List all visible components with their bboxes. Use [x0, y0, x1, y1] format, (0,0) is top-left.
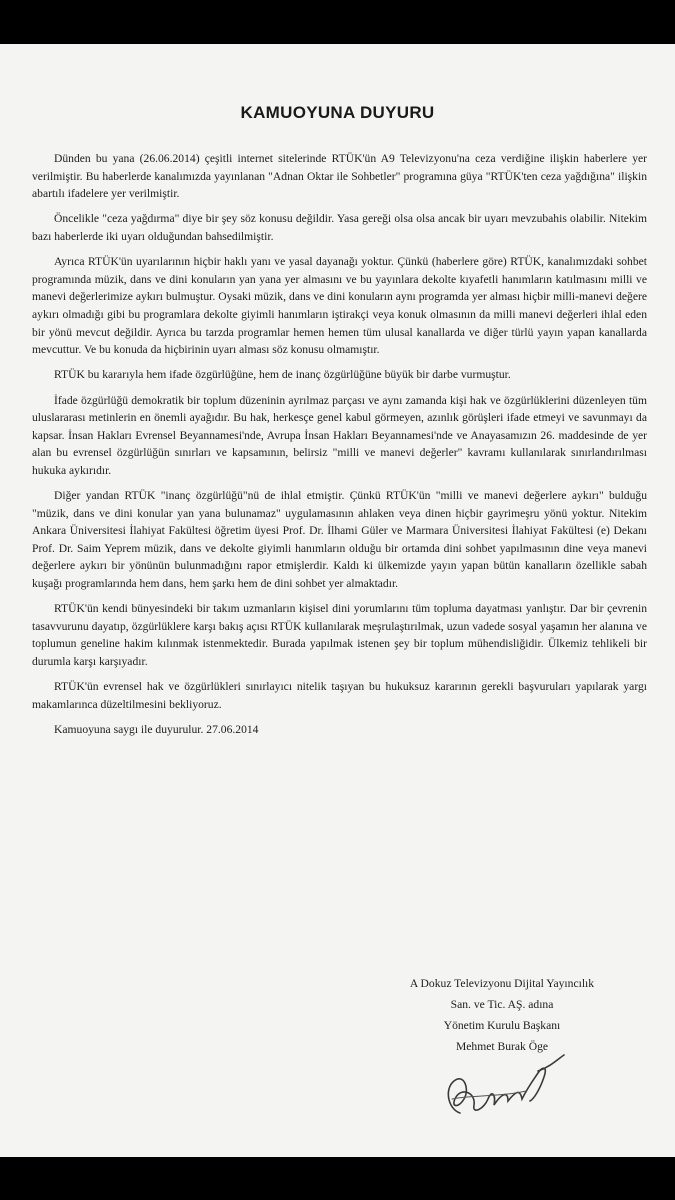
- paragraph-text: Kamuoyuna saygı ile duyurulur. 27.06.2014: [54, 722, 259, 736]
- paragraph-text: RTÜK bu kararıyla hem ifade özgürlüğüne, hem de inanç özgürlüğüne büyük bir darbe vurmuştur.: [54, 368, 511, 382]
- paragraph: [32, 600, 647, 670]
- handwritten-signature: [430, 1049, 580, 1127]
- paragraph-text: Diğer yandan RTÜK "inanç özgürlüğü"nü de ihlal etmiştir. Çünkü RTÜK'ün "milli ve manevi değerlere aykırı" bulduğu "müzik, dans ve dini konular yan yana bulunamaz" uygulamasının ahlaken veya dinen hiçbir gayrimeşru yönü yoktur. Nitekim Ankara Üniversitesi İlahiyat Fakültesi öğretim üyesi Prof. Dr. İlhami Güler ve Marmara Üniversitesi İlahiyat Fakültesi (e) Dekanı Prof. Dr. Saim Yeprem müzik, dans ve dekolte giyimli hanımların olduğu bir ortamda dini sohbet yapılmasının dine veya manevi değerlere aykırı bir yönünün bulunmadığını rapor etmişlerdir. Kaldı ki ülkemizde yayın yapan bütün kanalların özellikle sabah kuşağı programlarında hem dans, hem şarkı hem de dini sohbet yer almaktadır.: [32, 489, 647, 591]
- signer-name: Mehmet Burak Öge: [455, 1040, 549, 1053]
- paragraph: [32, 678, 647, 713]
- company-name: A Dokuz Televizyonu Dijital Yayıncılık: [409, 977, 595, 990]
- paragraph: [32, 210, 647, 245]
- paragraph-text: İfade özgürlüğü demokratik bir toplum düzeninin ayrılmaz parçası ve aynı zamanda kişi hak ve özgürlüklerini düzenleyen tüm uluslararası metinlerin en önemli ayağıdır. Bu hak, herkesçe genel kabul görmeyen, azınlık görüşleri ifade etmeyi ve savunmayı da kapsar. İnsan Hakları Evrensel Beyannamesi'nde, Avrupa İnsan Hakları Beyannamesi'nde ve Anayasamızın 26. maddesinde de yer alan bu evrensel özgürlüğün sınırları ve kapsamının, belirsiz "milli ve manevi değerler" kavramı kullanılarak sınırlandırılması hukuka aykırıdır.: [32, 393, 647, 477]
- signature-block: [397, 973, 607, 1057]
- paragraph: [32, 392, 647, 480]
- paragraph: [32, 366, 647, 384]
- paragraph-text: RTÜK'ün kendi bünyesindeki bir takım uzmanların kişisel dini yorumlarını tüm topluma dayatması yanlıştır. Dar bir çevrenin tasavvurunu dayatıp, özgürlüklere karşı bakış açısı RTÜK kullanılarak meşrulaştırılmak, uzun vadede sosyal yaşamın her alanına ve toplumun geneline hakim kılınmak istenmektedir. Burada yapılmak istenen şey bir toplum mühendisliğidir. Ülkemiz tehlikeli bir durumla karşı karşıyadır.: [32, 602, 647, 668]
- document-body: [32, 150, 647, 746]
- bottom-bar: [0, 1157, 675, 1200]
- paragraph: [32, 150, 647, 203]
- paragraph: [32, 253, 647, 359]
- paragraph-text: Öncelikle "ceza yağdırma" diye bir şey söz konusu değildir. Yasa gereği olsa olsa ancak bir uyarı mevzubahis olabilir. Nitekim bazı haberlerde iki uyarı olduğundan bahsedilmiştir.: [32, 212, 647, 243]
- top-bar: [0, 0, 675, 44]
- paragraph-text: Ayrıca RTÜK'ün uyarılarının hiçbir haklı yanı ve yasal dayanağı yoktur. Çünkü (haberlere göre) RTÜK, kanalımızdaki sohbet programında müzik, dans ve dini konuların yan yana yer almasını ve bu yayınlara dekolte kıyafetli hanımların katılmasını milli ve manevi değerlerimize aykırı bulmuştur. Oysaki müzik, dans ve dini konuların aynı programda yer alması hiçbir milli-manevi değere aykırı olmadığı gibi bu programlara dekolte giyimli hanımların iştirakçi veya konuk olmasının da milli manevi değerleri ihlal eden bir yönü mevcut değildir. Ayrıca bu tarzda programlar hemen hemen tüm ulusal kanallarda ve diğer türlü yayın yapan kanallarda mevcuttur. Ve bu konuda da hiçbirinin uyarı alması söz konusu olmamıştır.: [32, 255, 647, 357]
- paragraph-text: Dünden bu yana (26.06.2014) çeşitli internet sitelerinde RTÜK'ün A9 Televizyonu'na ceza verdiğine ilişkin haberlere yer verilmiştir. Bu haberlerde kanalımızda yayınlanan "Adnan Oktar ile Sohbetler" programına güya "RTÜK'ten ceza yağdığına" ilişkin abartılı ifadelere yer verilmiştir.: [32, 152, 647, 201]
- closing-line: [32, 721, 647, 739]
- company-suffix: San. ve Tic. AŞ. adına: [450, 998, 554, 1011]
- document-page: [0, 44, 675, 1157]
- signer-title: Yönetim Kurulu Başkanı: [443, 1019, 561, 1032]
- paragraph: [32, 487, 647, 593]
- document-title: KAMUOYUNA DUYURU: [240, 103, 435, 122]
- paragraph-text: RTÜK'ün evrensel hak ve özgürlükleri sınırlayıcı nitelik taşıyan bu hukuksuz kararının gerekli başvuruları yapılarak yargı makamlarınca düzeltilmesini bekliyoruz.: [32, 680, 647, 711]
